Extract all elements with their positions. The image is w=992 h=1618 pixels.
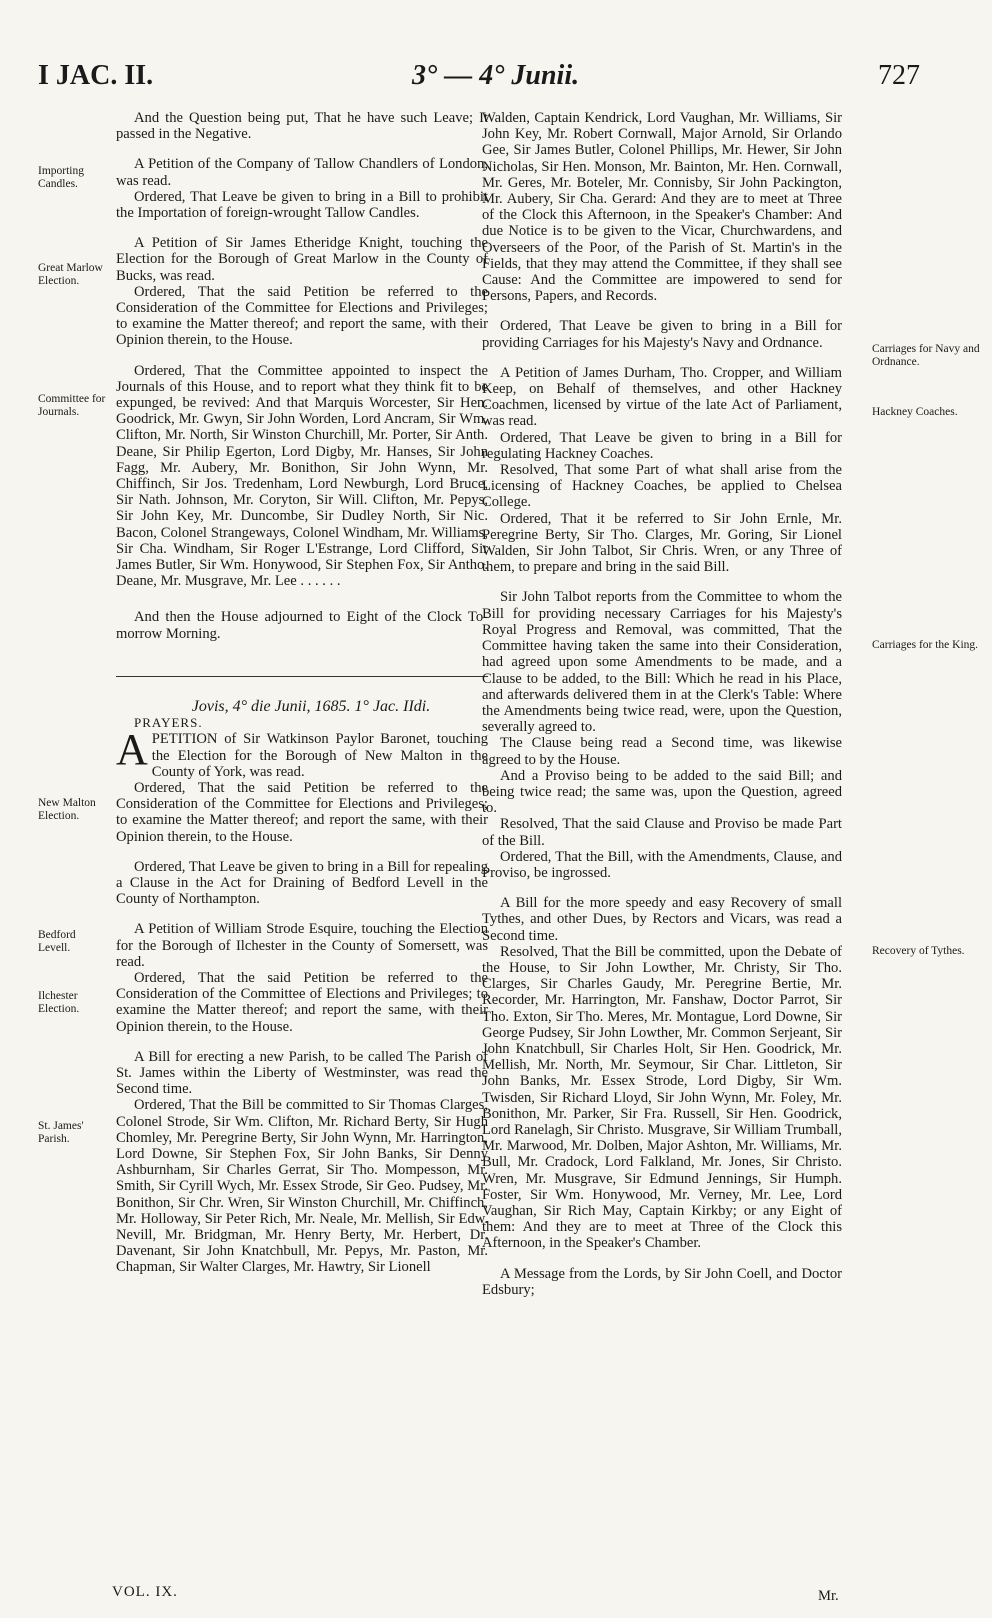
- paragraph: Ordered, That the said Petition be referred to the Consideration of the Committee of Elections and Privileges; to examine the Matter thereof; and report the same, with their Opinion therein, to the House.: [116, 969, 488, 1035]
- right-column: [482, 110, 842, 1298]
- paragraph: A Petition of William Strode Esquire, touching the Election for the Borough of Ilchester in the County of Somersett, was read.: [116, 921, 488, 970]
- margin-note-importing-candles: Importing Candles.: [38, 165, 84, 190]
- paragraph: A Bill for erecting a new Parish, to be called The Parish of St. James within the Liberty of Westminster, was read the Second time.: [116, 1048, 488, 1098]
- paragraph: A Petition of the Company of Tallow Chandlers of London, was read.: [116, 156, 488, 189]
- margin-note-recovery-tythes: Recovery of Tythes.: [872, 945, 965, 957]
- paragraph: The Clause being read a Second time, was likewise agreed to by the House.: [482, 735, 842, 768]
- margin-note-committee-journals: Committee for Journals.: [38, 393, 106, 418]
- paragraph: Resolved, That the Bill be committed, upon the Debate of the House, to Sir John Lowther, Mr. Christy, Sir Tho. Clarges, Sir Charles Gaudy, Mr. Peregrine Bertie, Mr. Recorder, Mr. Harrington, Mr. Fanshaw, Doctor Parrot, Sir Tho. Exton, Sir Tho. Meres, Mr. Montague, Lord Downe, Sir George Pudsey, Sir John Lowther, Mr. Common Serjeant, Sir John Knatchbull, Sir Charles Holt, Sir Hen. Goodrick, Mr. Mellish, Mr. North, Mr. Seymour, Sir Char. Littleton, Sir John Banks, Mr. Essex Strode, Lord Digby, Sir Wm. Twisden, Sir Richard Lloyd, Sir John Wynn, Mr. Foley, Mr. Bonithon, Mr. Parker, Sir Fra. Russell, Sir Hen. Goodrick, Lord Ranelagh, Sir Christo. Musgrave, Sir William Trumball, Mr. Marwood, Mr. Dolben, Major Ashton, Mr. Williams, Mr. Bull, Mr. Cradock, Lord Falkland, Mr. Jones, Sir Christo. Wren, Mr. Musgrave, Sir Edmund Jennings, Sir Humph. Foster, Sir Wm. Honywood, Mr. Verney, Mr. Lee, Lord Vaughan, Sir Rich May, Captain Kirkby; or any Eight of them: And they are to meet at Three of the Clock this Afternoon, in the Speaker's Chamber.: [482, 943, 842, 1252]
- paragraph: A Petition of Sir James Etheridge Knight, touching the Election for the Borough of Great Marlow in the County of Bucks, was read.: [116, 235, 488, 284]
- paragraph: And a Proviso being to be added to the said Bill; and being twice read; the same was, upon the Question, agreed to.: [482, 767, 842, 817]
- day-heading: Jovis, 4° die Junii, 1685. 1° Jac. IIdi.: [191, 697, 431, 715]
- paragraph: Ordered, That Leave be given to bring in a Bill for repealing a Clause in the Act for Draining of Bedford Levell in the County of Northampton.: [116, 858, 488, 908]
- margin-note-bedford-levell: Bedford Levell.: [38, 929, 76, 954]
- paragraph-text: PETITION of Sir Watkinson Paylor Baronet, touching the Election for the Borough of New Malton in the County of York, was read.: [151, 731, 488, 780]
- paragraph: Ordered, That Leave be given to bring in a Bill for providing Carriages for his Majesty's Navy and Ordnance.: [482, 318, 842, 351]
- paragraph: Ordered, That the Bill, with the Amendments, Clause, and Proviso, be ingrossed.: [482, 848, 842, 881]
- paragraph: [116, 725, 488, 780]
- margin-note-hackney: Hackney Coaches.: [872, 406, 958, 418]
- paragraph: And the Question being put, That he have such Leave; It passed in the Negative.: [116, 110, 488, 143]
- margin-note-st-james: St. James' Parish.: [38, 1120, 84, 1145]
- paragraph: Resolved, That the said Clause and Proviso be made Part of the Bill.: [482, 816, 842, 849]
- paragraph: A Petition of James Durham, Tho. Cropper, and William Keep, on Behalf of themselves, and other Hackney Coachmen, licensed by virtue of the late Act of Parliament, was read.: [482, 364, 842, 430]
- prayers-heading: PRAYERS.: [134, 715, 203, 731]
- paragraph: Ordered, That Leave be given to bring in a Bill for regulating Hackney Coaches.: [482, 429, 842, 462]
- page-header-dates: 3° — 4° Junii.: [412, 60, 580, 91]
- paragraph: A Message from the Lords, by Sir John Coell, and Doctor Edsbury;: [482, 1265, 842, 1298]
- margin-note-great-marlow: Great Marlow Election.: [38, 262, 103, 287]
- paragraph: A Bill for the more speedy and easy Recovery of small Tythes, and other Dues, by Rectors and Vicars, was read a Second time.: [482, 895, 842, 944]
- margin-note-carriages-king: Carriages for the King.: [872, 639, 979, 651]
- paragraph: Ordered, That the said Petition be referred to the Consideration of the Committee for Elections and Privileges; to examine the Matter thereof; and report the same, with their Opinion therein, to the House.: [116, 779, 488, 845]
- paragraph: Ordered, That the Committee appointed to inspect the Journals of this House, and to report what they think fit to be expunged, be revived: And that Marquis Worcester, Sir Hen. Goodrick, Mr. Gwyn, Sir John Worden, Lord Ancram, Sir Wm. Clifton, Mr. North, Sir Winston Churchill, Mr. Porter, Sir Anth. Deane, Sir Philip Egerton, Lord Digby, Mr. Hanses, Sir John Fagg, Mr. Aubery, Mr. Bonithon, Sir John Wynn, Mr. Chiffinch, Sir Jos. Tredenham, Lord Newburgh, Lord Bruce, Sir Nath. Johnson, Mr. Coryton, Sir Will. Clifton, Mr. Pepys, Sir John Key, Mr. Duncombe, Sir Dudley North, Sir Nic. Bacon, Colonel Strangeways, Colonel Windham, Mr. Williams, Sir Cha. Windham, Sir Roger L'Estrange, Lord Clifford, Sir James Butler, Sir Wm. Honywood, Sir Stephen Fox, Sir Antho. Deane, Mr. Musgrave, Mr. Lee . . . . . .: [116, 362, 488, 590]
- paragraph: Ordered, That it be referred to Sir John Ernle, Mr. Peregrine Berty, Sir Tho. Clarges, Mr. Goring, Sir Lionel Walden, Sir John Talbot, Sir Chris. Wren, or any Three of them, to prepare and bring in the said Bill.: [482, 510, 842, 576]
- drop-cap: A: [116, 725, 148, 775]
- page-header-left: I JAC. II.: [38, 60, 154, 91]
- page-number: 727: [878, 60, 920, 91]
- adjournment-note: And then the House adjourned to Eight of the Clock To-morrow Morning.: [116, 609, 488, 642]
- left-column: [116, 110, 488, 1276]
- paragraph: Walden, Captain Kendrick, Lord Vaughan, Mr. Williams, Sir John Key, Mr. Robert Cornwall, Major Arnold, Sir Orlando Gee, Sir James Butler, Colonel Phillips, Mr. Hewer, Sir John Nicholas, Sir Hen. Monson, Mr. Bainton, Mr. Hen. Cornwall, Mr. Geres, Mr. Boteler, Mr. Connisby, Sir John Packington, Mr. Aubery, Sir Cha. Gerard: And they are to meet at Three of the Clock this Afternoon, in the Speaker's Chamber: And due Notice is to be given to the Vicar, Churchwardens, and Overseers of the Poor, of the Parish of St. Martin's in the Fields, that they may attend the Committee, if they shall see Cause: And the Committee are impowered to send for Persons, Papers, and Records.: [482, 110, 842, 305]
- paragraph: Resolved, That some Part of what shall arise from the Licensing of Hackney Coaches, be applied to Chelsea College.: [482, 462, 842, 511]
- section-divider: [116, 676, 488, 677]
- paragraph: Sir John Talbot reports from the Committee to whom the Bill for providing necessary Carriages for his Majesty's Royal Progress and Removal, was committed, That the Committee having taken the same into their Consideration, had agreed upon some Amendments to be made, and a Clause to be added, to the Bill: Which he read in his Place, and afterwards delivered them in at the Clerk's Table: Where the Amendments being twice read, were, upon the Question, severally agreed to.: [482, 589, 842, 736]
- catchword: Mr.: [818, 1588, 839, 1604]
- margin-note-carriages-navy: Carriages for Navy and Ordnance.: [872, 343, 980, 368]
- volume-signature: VOL. IX.: [112, 1584, 178, 1600]
- margin-note-new-malton: New Malton Election.: [38, 797, 96, 822]
- paragraph: Ordered, That Leave be given to bring in a Bill to prohibit the Importation of foreign-wrought Tallow Candles.: [116, 188, 488, 222]
- paragraph: Ordered, That the Bill be committed to Sir Thomas Clarges, Colonel Strode, Sir Wm. Clifton, Mr. Richard Berty, Sir Hugh Chomley, Mr. Peregrine Berty, Sir John Wynn, Mr. Harrington, Lord Downe, Sir Stephen Fox, Sir John Banks, Sir Denny Ashburnham, Sir Charles Gerrat, Sir Tho. Mompesson, Mr. Smith, Sir Cyrill Wych, Mr. Essex Strode, Sir Geo. Pudsey, Mr. Bonithon, Sir Chr. Wren, Sir Winston Churchill, Mr. Chiffinch, Mr. Holloway, Sir Peter Rich, Mr. Neale, Mr. Mellish, Sir Edw. Nevill, Mr. Bridgman, Mr. Henry Berty, Mr. Herbert, Dr. Davenant, Sir John Knatchbull, Mr. Pepys, Mr. Paston, Mr. Chapman, Sir Walter Clarges, Mr. Hawtry, Sir Lionell: [116, 1097, 488, 1276]
- paragraph: Ordered, That the said Petition be referred to the Consideration of the Committee for Elections and Privileges; to examine the Matter thereof; and report the same, with their Opinion therein, to the House.: [116, 283, 488, 349]
- margin-note-ilchester: Ilchester Election.: [38, 990, 80, 1015]
